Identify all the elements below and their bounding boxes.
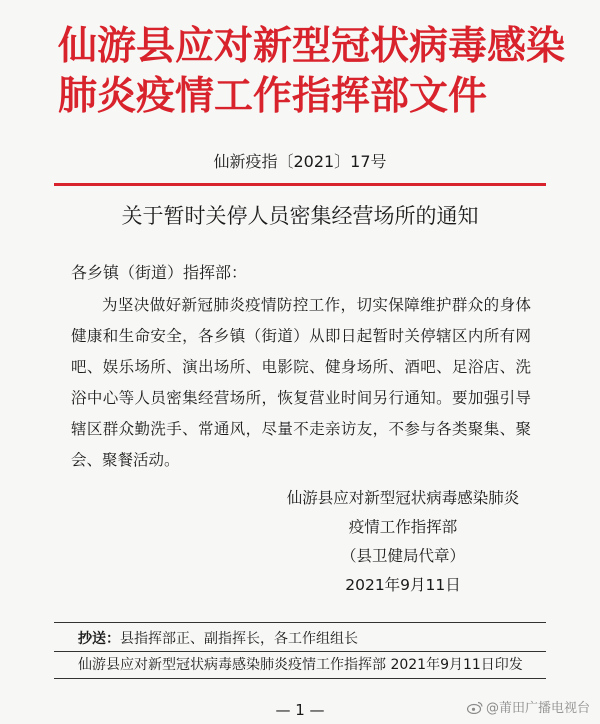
header-title-line-2: 肺炎疫情工作指挥部文件 [58, 74, 488, 119]
issue-date: 2021年9月11日 [345, 576, 461, 594]
cc-line [78, 629, 358, 649]
document-header-title [58, 22, 598, 122]
body-paragraph: 为坚决做好新冠肺炎疫情防控工作，切实保障维护群众的身体健康和生命安全，各乡镇（街道）从即日起暂时关停辖区内所有网吧、娱乐场所、演出场所、电影院、健身场所、酒吧、足浴店、洗浴中心等人员密集经营场所，恢复营业时间另行通知。要加强引导辖区群众勤洗手、常通风，尽量不走亲访友，不参与各类聚集、聚会、聚餐活动。 [71, 296, 531, 469]
print-issue-line: 仙游县应对新型冠状病毒感染肺炎疫情工作指挥部 2021年9月11日印发 [78, 657, 523, 673]
issuer-block [268, 484, 538, 600]
issuer-seal-note: （县卫健局代章） [340, 547, 465, 565]
document-number: 仙新疫指〔2021〕17号 [213, 152, 387, 171]
issuer-line-1: 仙游县应对新型冠状病毒感染肺炎 [286, 489, 520, 507]
page-number: — 1 — [275, 701, 325, 719]
issuer-line-2: 疫情工作指挥部 [348, 518, 458, 536]
footer-top-rule [54, 622, 546, 623]
footer-middle-rule [54, 651, 546, 652]
cc-recipients: 县指挥部正、副指挥长，各工作组组长 [120, 631, 358, 647]
salutation: 各乡镇（街道）指挥部： [71, 263, 248, 282]
cc-label: 抄送： [78, 631, 120, 647]
weibo-icon [467, 701, 483, 714]
notice-title: 关于暂时关停人员密集经营场所的通知 [121, 204, 479, 228]
watermark-text: @莆田广播电视台 [485, 701, 590, 716]
watermark [467, 699, 590, 719]
red-separator-rule [54, 183, 546, 186]
header-title-line-1: 仙游县应对新型冠状病毒感染 [58, 24, 566, 69]
footer-bottom-rule [54, 678, 546, 679]
